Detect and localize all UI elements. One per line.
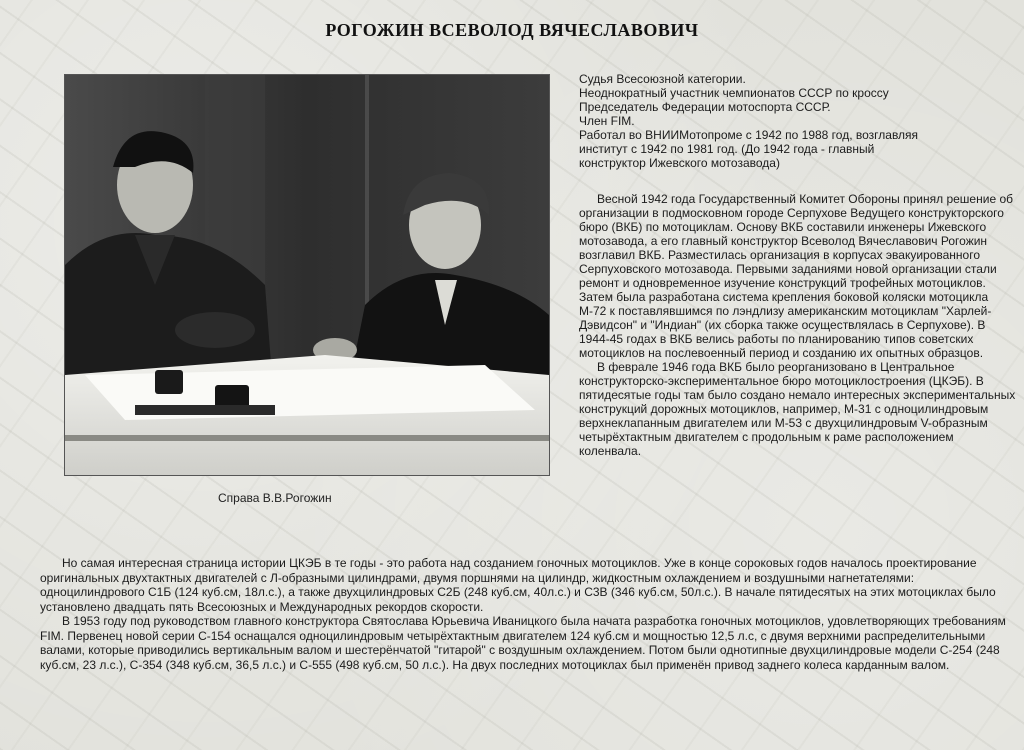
intro-line: Работал во ВНИИМотопроме с 1942 по 1988 год, возглавляя: [579, 128, 919, 142]
intro-line: Член FIM.: [579, 114, 635, 128]
history-paragraph: В феврале 1946 года ВКБ было реорганизовано в Центральное конструкторско-экспериментальное бюро мотоциклостроения (ЦКЭБ). В пятидесятые годы там было создано немало интересных экспериментальных конструкций дорожных мотоциклов, например, М-31 с одноцилиндровым верхнеклапанным двигателем или М-53 с двухцилиндровым V-образным четырёхтактным двигателем с продольным к раме расположением коленвала.: [579, 360, 1016, 458]
biography-intro: [579, 72, 999, 170]
racing-paragraph: Но самая интересная страница истории ЦКЭБ в те годы - это работа над созданием гоночных мотоциклов. Уже в конце сороковых годов началось проектирование оригинальных двухтактных двигателей с Л-образными цилиндрами, двумя поршнями на цилиндр, жидкостным охлаждением и воздушными нагнетателями: одноцилиндрового С1Б (124 куб.см, 18л.с.), а также двухцилиндровых С2Б (248 куб.см, 40л.с.) и С3В (346 куб.см, 50л.с.). В начале пятидесятых на этих мотоциклах было установлено двадцать пять Всесоюзных и Международных рекордов скорости.: [40, 556, 996, 614]
left-man-arm: [175, 312, 255, 348]
history-paragraph: Весной 1942 года Государственный Комитет Обороны принял решение об организации в подмосковном городе Серпухове Ведущего конструкторского бюро (ВКБ) по мотоциклам. Основу ВКБ составили инженеры Ижевского мотозавода, а его главный конструктор Всеволод Вячеславович Рогожин возглавил ВКБ. Разместилась организация в корпусах эвакуированного Серпуховского мотозавода. Первыми заданиями новой организации стали ремонт и одновременное изучение конструкций трофейных мотоциклов. Затем была разработана система крепления боковой коляски мотоцикла М-72 к поставлявшимся по лэндлизу американским мотоциклам "Харлей-Дэвидсон" и "Индиан" (их сборка также осуществлялась в Серпухове). В 1944-45 годах в ВКБ велись работы по планированию типов советских мотоциклов на послевоенный период и созданию их опытных образцов.: [579, 192, 1013, 360]
photo-table-edge: [65, 435, 549, 441]
intro-line: конструктор Ижевского мотозавода): [579, 156, 780, 170]
intro-line: институт с 1942 по 1981 год. (До 1942 года - главный: [579, 142, 875, 156]
racing-history-section: [40, 556, 1008, 672]
intro-line: Неоднократный участник чемпионатов СССР по кроссу: [579, 86, 889, 100]
photo-caption: Справа В.В.Рогожин: [218, 491, 332, 505]
photo-desk-set-base: [135, 405, 275, 415]
racing-paragraph: В 1953 году под руководством главного конструктора Святослава Юрьевича Иваницкого была начата разработка гоночных мотоциклов, удовлетворяющих требованиям FIM. Первенец новой серии С-154 оснащался одноцилиндровым четырёхтактным двигателем 124 куб.см и мощностью 12,5 л.с, с двумя верхними распределительными валами, которые приводились вертикальным валом и шестерёнчатой "гитарой" с воздушным охлаждением. Потом были однотипные двухцилиндровые модели С-254 (248 куб.см, 23 л.с.), С-354 (348 куб.см, 36,5 л.с.) и С-555 (498 куб.см, 50 л.с.). На двух последних мотоциклах был применён привод заднего колеса карданным валом.: [40, 614, 1006, 672]
photo-inkwell-left: [155, 370, 183, 394]
intro-line: Председатель Федерации мотоспорта СССР.: [579, 100, 831, 114]
vkb-history-column: [579, 192, 1017, 458]
photo-illustration: [65, 75, 549, 475]
archival-photo: [64, 74, 550, 476]
intro-line: Судья Всесоюзной категории.: [579, 72, 746, 86]
page-title: РОГОЖИН ВСЕВОЛОД ВЯЧЕСЛАВОВИЧ: [325, 20, 699, 40]
